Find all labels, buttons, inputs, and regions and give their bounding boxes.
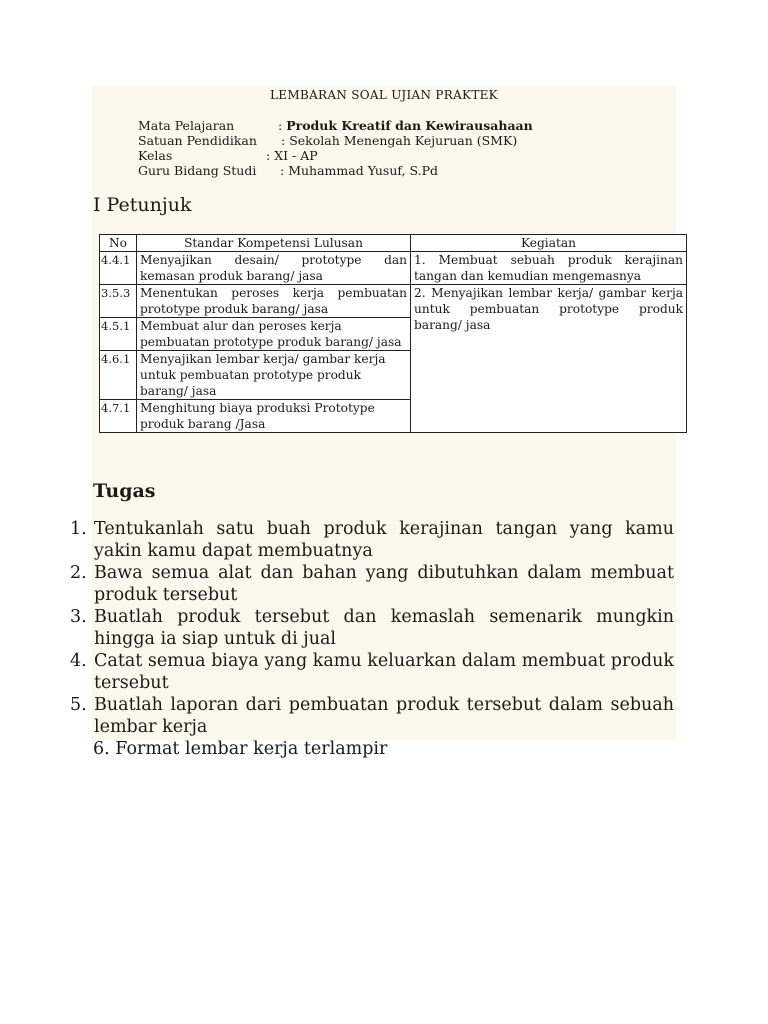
row-skl: Menyajikan desain/ prototype dan kemasan produk barang/ jasa [137,252,411,285]
info-label: Mata Pelajaran [138,118,235,133]
kegiatan-item: 2. Menyajikan lembar kerja/ gambar kerja untuk pembuatan prototype produk barang/ jasa [411,285,687,433]
info-row-mata-pelajaran [138,118,533,134]
kegiatan-item: 1. Membuat sebuah produk kerajinan tangan dan kemudian mengemasnya [411,252,687,285]
column-header-no: No [100,235,137,252]
document-title: LEMBARAN SOAL UJIAN PRAKTEK [270,88,498,102]
row-number: 3.5.3 [100,285,137,318]
info-value: : XI - AP [266,148,318,163]
info-value: : Sekolah Menengah Kejuruan (SMK) [281,133,518,148]
row-skl: Menghitung biaya produksi Prototype produk barang /Jasa [137,400,411,433]
tugas-heading: Tugas [93,480,156,502]
info-row-satuan-pendidikan [138,133,518,149]
table-row [100,285,687,318]
row-number: 4.7.1 [100,400,137,433]
kompetensi-table [99,234,687,433]
task-item: 6. Format lembar kerja terlampir [93,739,388,759]
row-number: 4.4.1 [100,252,137,285]
info-label: Satuan Pendidikan [138,133,257,148]
column-header-kegiatan: Kegiatan [411,235,687,252]
info-value: : Muhammad Yusuf, S.Pd [280,163,439,178]
info-label: Guru Bidang Studi [138,163,257,178]
info-row-guru [138,163,439,179]
info-row-kelas [138,148,318,164]
row-number: 4.6.1 [100,351,137,400]
table-header-row [100,235,687,252]
info-label: Kelas [138,148,173,163]
info-value: : Produk Kreatif dan Kewirausahaan [278,118,533,133]
row-skl: Menyajikan lembar kerja/ gambar kerja untuk pembuatan prototype produk barang/ jasa [137,351,411,400]
table-row [100,252,687,285]
row-skl: Menentukan peroses kerja pembuatan prototype produk barang/ jasa [137,285,411,318]
petunjuk-heading: I Petunjuk [93,194,192,216]
row-number: 4.5.1 [100,318,137,351]
row-skl: Membuat alur dan peroses kerja pembuatan prototype produk barang/ jasa [137,318,411,351]
column-header-skl: Standar Kompetensi Lulusan [137,235,411,252]
